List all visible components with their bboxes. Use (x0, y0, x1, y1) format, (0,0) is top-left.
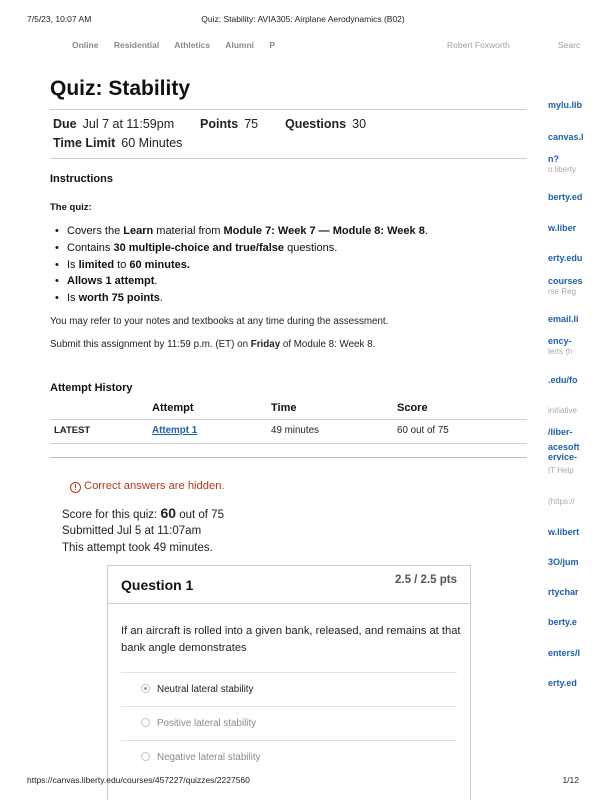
quiz-score: Score for this quiz: 60 out of 75 (62, 505, 224, 521)
nav-item-athletics[interactable]: Athletics (174, 40, 211, 50)
list-item: • Is worth 75 points. (67, 290, 428, 307)
points-value: 75 (244, 117, 259, 131)
attempt-score: 60 out of 75 (397, 425, 449, 436)
list-item: • Contains 30 multiple-choice and true/false questions. (67, 240, 428, 257)
attempt-1-link[interactable]: Attempt 1 (152, 425, 198, 436)
nav-item-online[interactable]: Online (72, 40, 99, 50)
radio-icon (141, 718, 150, 727)
question-title: Question 1 (121, 577, 194, 593)
due-label: Due (53, 117, 77, 131)
sidebar-link[interactable]: erty.edu (548, 253, 583, 263)
print-url: https://canvas.liberty.edu/courses/457227/quizzes/2227560 (27, 775, 250, 785)
print-page-number: 1/12 (562, 775, 579, 785)
radio-icon (141, 752, 150, 761)
table-row (152, 425, 197, 436)
answer-option[interactable]: Negative lateral stability (141, 752, 260, 763)
due-value: Jul 7 at 11:59pm (82, 117, 175, 131)
sidebar-link[interactable]: .edu/fo (548, 375, 578, 385)
instructions-note: You may refer to your notes and textbooks at any time during the assessment. (50, 316, 389, 327)
user-name[interactable]: Robert Foxworth (447, 40, 510, 50)
sidebar-link[interactable]: email.li (548, 314, 579, 324)
sidebar-link[interactable]: berty.e (548, 617, 577, 627)
sidebar-link[interactable]: erty.ed (548, 678, 577, 688)
due-date (53, 117, 174, 131)
column-header-attempt: Attempt (152, 402, 194, 414)
print-date: 7/5/23, 10:07 AM (27, 14, 92, 24)
sidebar-link[interactable]: canvas.l (548, 132, 584, 142)
attempt-time: 49 minutes (271, 425, 319, 436)
page-title: Quiz: Stability (50, 77, 191, 100)
sidebar-link[interactable]: courses (548, 276, 583, 286)
sidebar-link[interactable]: ervice- (548, 452, 578, 462)
nav-item-truncated[interactable]: P (269, 40, 276, 50)
radio-selected-icon (141, 684, 150, 693)
sidebar-link[interactable]: berty.ed (548, 192, 583, 202)
sidebar-link[interactable]: 3O/jum (548, 557, 579, 567)
answer-option[interactable]: Positive lateral stability (141, 718, 256, 729)
sidebar-link[interactable]: mylu.lib (548, 100, 583, 110)
time-limit-value: 60 Minutes (121, 136, 183, 150)
questions-count (285, 117, 366, 131)
list-item: • Allows 1 attempt. (67, 273, 428, 290)
search-input[interactable]: Searc (558, 40, 581, 50)
question-points: 2.5 / 2.5 pts (394, 574, 457, 586)
time-limit-label: Time Limit (53, 136, 116, 150)
clipped-right-sidebar (548, 0, 606, 800)
question-header (108, 566, 470, 604)
sidebar-link[interactable]: w.liber (548, 223, 577, 233)
table-header-divider (50, 419, 527, 420)
questions-label: Questions (285, 117, 347, 131)
print-page-title: Quiz: Stability: AVIA305: Airplane Aerodynamics (B02) (201, 14, 405, 24)
instructions-subheading: The quiz: (50, 202, 92, 213)
list-item: • Covers the Learn material from Module 7: Week 7 — Module 8: Week 8. (67, 223, 428, 240)
top-nav (72, 40, 288, 50)
sidebar-link[interactable]: ency- (548, 336, 572, 346)
sidebar-link[interactable]: acesoft (548, 442, 580, 452)
attempt-history-heading: Attempt History (50, 382, 133, 394)
sidebar-text: IT Help (548, 466, 574, 475)
sidebar-text: o.liberty (548, 165, 577, 174)
points-label: Points (200, 117, 239, 131)
questions-value: 30 (352, 117, 367, 131)
sidebar-text: (https:// (548, 497, 575, 506)
latest-label: LATEST (54, 425, 91, 436)
correct-answers-hidden-note: ! Correct answers are hidden. (70, 480, 225, 493)
sidebar-text: rse Reg (548, 287, 577, 296)
submission-deadline: Submit this assignment by 11:59 p.m. (ET) on Friday of Module 8: Week 8. (50, 339, 376, 350)
print-header (27, 14, 579, 28)
answer-divider (121, 706, 457, 707)
section-divider (50, 457, 527, 458)
nav-item-residential[interactable]: Residential (113, 40, 160, 50)
warning-icon: ! (70, 482, 81, 493)
sidebar-text: initiative (548, 406, 577, 415)
sidebar-link[interactable]: rtychar (548, 587, 579, 597)
sidebar-text: lerts (h (548, 347, 573, 356)
time-limit (53, 136, 182, 150)
attempt-duration: This attempt took 49 minutes. (62, 542, 213, 554)
column-header-score: Score (397, 402, 428, 414)
instructions-heading: Instructions (50, 173, 113, 185)
instructions-list (67, 223, 428, 307)
score-value: 60 (160, 505, 177, 521)
sidebar-link[interactable]: /liber- (548, 427, 573, 437)
sidebar-link[interactable]: n? (548, 154, 559, 164)
submitted-time: Submitted Jul 5 at 11:07am (62, 525, 202, 537)
column-header-time: Time (271, 402, 297, 414)
title-divider (50, 109, 527, 110)
nav-item-alumni[interactable]: Alumni (225, 40, 254, 50)
question-card (107, 565, 471, 800)
meta-divider (50, 158, 527, 159)
sidebar-link[interactable]: enters/l (548, 648, 581, 658)
list-item: • Is limited to 60 minutes. (67, 257, 428, 274)
points (200, 117, 258, 131)
question-text: If an aircraft is rolled into a given bank, released, and remains at that bank angle demonstrates (121, 625, 461, 654)
answer-option[interactable]: Neutral lateral stability (141, 684, 253, 695)
sidebar-link[interactable]: w.libert (548, 527, 580, 537)
answer-divider (121, 672, 457, 673)
table-row-divider (50, 443, 527, 444)
answer-divider (121, 740, 457, 741)
